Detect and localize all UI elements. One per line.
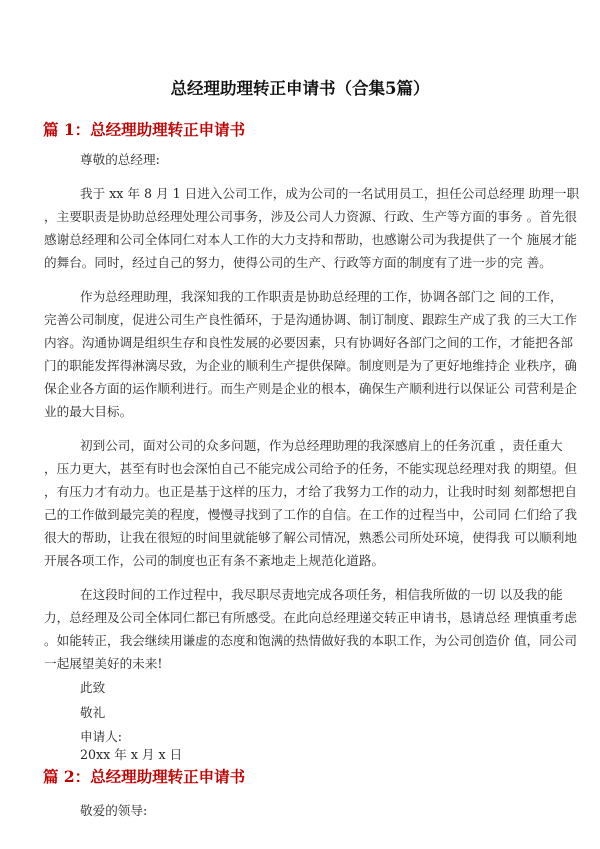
paragraph-1-line: ，主要职责是协助总经理处理公司事务，涉及公司人力资源、行政、生产等方面的事务 。首先很 <box>44 209 577 224</box>
paragraph-2-line: 保企业各方面的运作顺利进行。而生产则是企业的根本，确保生产顺利进行以保证公 司营利是企 <box>44 381 577 396</box>
paragraph-2-line: 门的职能发挥得淋漓尽致，为企业的顺利生产提供保障。制度则是为了更好地维持企 业秩序，确 <box>44 358 577 373</box>
paragraph-2-line: 作为总经理助理，我深知我的工作职责是协助总经理的工作，协调各部门之 间的工作， <box>80 289 563 304</box>
paragraph-4-line: 一起展望美好的未来! <box>44 656 163 671</box>
paragraph-3-line: ，压力更大，甚至有时也会深怕自己不能完成公司给予的任务，不能实现总经理对我 的期望。但 <box>44 461 577 476</box>
paragraph-3-line: ，有压力才有动力。也正是基于这样的压力，才给了我努力工作的动力，让我时时刻 刻都想把自 <box>44 484 577 499</box>
paragraph-3-line: 很大的帮助，让我在很短的时间里就能够了解公司情况，熟悉公司所处环境，使得我 可以顺利地 <box>44 530 577 545</box>
paragraph-3-line: 开展各项工作，公司的制度也正有条不紊地走上规范化道路。 <box>44 553 385 568</box>
section-2-heading: 篇 2：总经理助理转正申请书 <box>43 767 246 786</box>
paragraph-4-line: 在这段时间的工作过程中，我尽职尽责地完成各项任务，相信我所做的一切 以及我的能 <box>80 587 563 602</box>
paragraph-1-line: 我于 xx 年 8 月 1 日进入公司工作，成为公司的一名试用员工，担任公司总经理 助理一职 <box>80 186 580 201</box>
paragraph-1-line: 感谢总经理和公司全体同仁对本人工作的大力支持和帮助，也感谢公司为我提供了一个 施展才能 <box>44 232 577 247</box>
salutation: 尊敬的总经理: <box>80 152 160 167</box>
closing-line: 敬礼 <box>80 705 106 720</box>
document-title: 总经理助理转正申请书（合集5篇） <box>170 79 430 98</box>
paragraph-1-line: 的舞台。同时，经过自己的努力，使得公司的生产、行政等方面的制度有了进一步的完 善。 <box>44 255 552 270</box>
closing-line: 此致 <box>80 680 106 695</box>
salutation: 敬爱的领导: <box>80 803 148 818</box>
paragraph-3-line: 初到公司，面对公司的众多问题，作为总经理助理的我深感肩上的任务沉重 ，责任重大 <box>80 438 563 453</box>
applicant-label: 申请人: <box>80 729 123 744</box>
paragraph-2-line: 完善公司制度，促进公司生产良性循环，于是沟通协调、制订制度、跟踪生产成了我 的三大工作 <box>44 312 577 327</box>
date-line: 20xx 年 x 月 x 日 <box>80 747 183 762</box>
paragraph-2-line: 内容。沟通协调是组织生存和良性发展的必要因素，只有协调好各部门之间的工作，才能把各部 <box>44 335 573 350</box>
paragraph-4-line: 。如能转正，我会继续用谦虚的态度和饱满的热情做好我的本职工作，为公司创造价 值，同公司 <box>44 633 577 648</box>
paragraph-2-line: 业的最大目标。 <box>44 404 133 419</box>
paragraph-3-line: 己的工作做到最完美的程度，慢慢寻找到了工作的自信。在工作的过程当中，公司同 仁们给了我 <box>44 507 577 522</box>
section-1-heading: 篇 1：总经理助理转正申请书 <box>43 120 246 139</box>
paragraph-4-line: 力，总经理及公司全体同仁都已有所感受。在此向总经理递交转正申请书，恳请总经 理慎重考虑 <box>44 610 577 625</box>
